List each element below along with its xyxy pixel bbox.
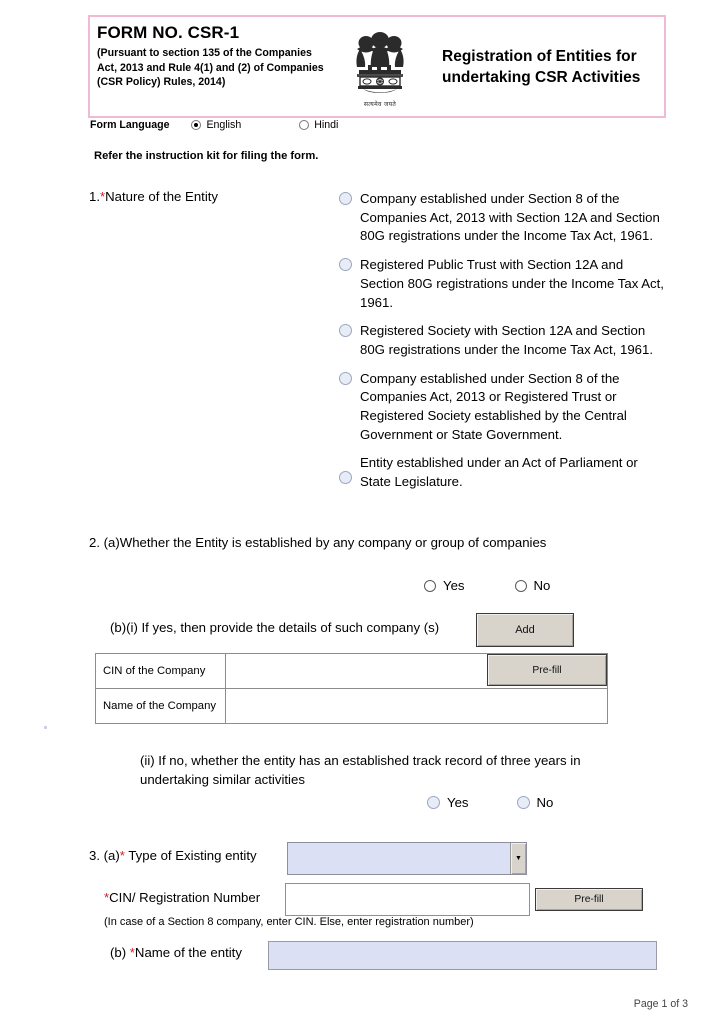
question-3b-text: Name of the entity	[134, 945, 242, 960]
entity-type-option-4[interactable]	[339, 370, 669, 445]
ashoka-lion-capital-icon	[351, 27, 409, 99]
form-number-title: FORM NO. CSR-1	[97, 23, 240, 42]
question-2b-ii-no-label: No	[536, 795, 554, 810]
form-language-option-english[interactable]	[191, 119, 241, 131]
question-2b-i-label: (b)(i) If yes, then provide the details of such company (s)	[110, 620, 440, 635]
question-2b-ii-yes[interactable]	[427, 795, 469, 810]
table-row	[96, 689, 608, 724]
form-language-english-label: English	[206, 119, 242, 131]
emblem-motto-text: सत्यमेव जयते	[363, 101, 397, 108]
radio-2a-yes-icon[interactable]	[424, 580, 436, 592]
entity-type-option-1-label: Company established under Section 8 of the Companies Act, 2013 with Section 12A and Section 80G registrations under the Income Tax Act, 1961.	[360, 191, 660, 244]
question-1-text: Nature of the Entity	[105, 189, 219, 204]
entity-type-option-2-label: Registered Public Trust with Section 12A and Section 80G registrations under the Income Tax Act, 1961.	[360, 257, 664, 310]
question-1-options	[339, 190, 669, 502]
radio-hindi-icon[interactable]	[299, 120, 309, 130]
table-row	[96, 654, 608, 689]
page-footer: Page 1 of 3	[633, 998, 688, 1010]
instruction-text: Refer the instruction kit for filing the form.	[94, 150, 319, 162]
form-header	[88, 15, 666, 118]
cin-registration-number-label	[104, 890, 260, 905]
name-of-company-label: Name of the Company	[96, 689, 226, 724]
form-title: Registration of Entities for undertaking CSR Activities	[442, 47, 641, 86]
entity-type-option-1[interactable]	[339, 190, 669, 246]
question-2a-yes[interactable]	[424, 578, 465, 593]
add-company-button[interactable]: Add	[476, 613, 574, 647]
page-artifact-dot	[44, 726, 47, 729]
question-2b-ii-yes-label: Yes	[447, 795, 469, 810]
question-3a-required-mark: *	[119, 848, 125, 863]
question-2b-ii-no[interactable]	[517, 795, 554, 810]
radio-english-icon[interactable]	[191, 120, 201, 130]
name-of-entity-input[interactable]	[268, 941, 657, 970]
question-1-required-mark: *	[100, 189, 106, 204]
entity-type-option-5[interactable]	[339, 454, 669, 491]
question-2b-ii-label: (ii) If no, whether the entity has an established track record of three years in undertaking similar activities	[140, 753, 581, 787]
form-header-right	[430, 17, 664, 116]
entity-type-option-4-label: Company established under Section 8 of the Companies Act, 2013 or Registered Trust or Registered Society established by the Central Government or State Government.	[360, 370, 627, 442]
form-language-hindi-label: Hindi	[314, 119, 339, 131]
name-of-company-input[interactable]	[226, 690, 607, 722]
question-3a-number: 3. (a)	[89, 848, 120, 863]
question-3b-required-mark: *	[129, 945, 135, 960]
type-of-existing-entity-value	[288, 843, 510, 874]
cin-of-company-cell	[226, 654, 608, 689]
entity-type-option-2[interactable]	[339, 256, 669, 312]
question-2a-label: 2. (a)Whether the Entity is established by any company or group of companies	[89, 535, 547, 550]
radio-entity-option-1-icon[interactable]	[339, 192, 352, 205]
entity-type-option-3[interactable]	[339, 322, 669, 359]
cin-of-company-label: CIN of the Company	[96, 654, 226, 689]
cin-registration-number-input[interactable]	[285, 883, 530, 916]
cin-prefill-button[interactable]: Pre-fill	[487, 654, 607, 686]
question-1-number: 1.	[89, 189, 100, 204]
entity-type-option-5-label: Entity established under an Act of Parliament or State Legislature.	[360, 455, 638, 490]
form-subtitle: (Pursuant to section 135 of the Companies Act, 2013 and Rule 4(1) and (2) of Companies (CSR Policy) Rules, 2014)	[97, 47, 324, 89]
chevron-down-icon[interactable]: ▼	[510, 843, 526, 874]
radio-2a-no-icon[interactable]	[515, 580, 527, 592]
radio-2bii-yes-icon[interactable]	[427, 796, 440, 809]
question-1-label	[89, 189, 218, 204]
question-3a-label	[89, 848, 257, 863]
type-of-existing-entity-select[interactable]	[287, 842, 527, 875]
cin-registration-required-mark: *	[104, 890, 110, 905]
form-language-row	[90, 119, 338, 131]
question-2a-choices	[424, 578, 550, 593]
form-language-label: Form Language	[90, 119, 170, 131]
india-emblem	[330, 17, 430, 116]
radio-entity-option-2-icon[interactable]	[339, 258, 352, 271]
question-2a-no[interactable]	[515, 578, 551, 593]
question-2a-yes-label: Yes	[443, 578, 465, 593]
question-3b-label	[110, 945, 242, 960]
radio-entity-option-3-icon[interactable]	[339, 324, 352, 337]
question-3b-number: (b)	[110, 945, 130, 960]
radio-entity-option-4-icon[interactable]	[339, 372, 352, 385]
name-of-company-cell	[226, 689, 608, 724]
question-2b-ii-choices	[427, 795, 553, 810]
question-3a-text: Type of Existing entity	[124, 848, 257, 863]
entity-type-option-3-label: Registered Society with Section 12A and Section 80G registrations under the Income Tax Act, 1961.	[360, 323, 653, 357]
cin-registration-number-text: CIN/ Registration Number	[109, 890, 261, 905]
company-details-table	[95, 653, 608, 724]
form-language-option-hindi[interactable]	[299, 119, 338, 131]
radio-2bii-no-icon[interactable]	[517, 796, 530, 809]
radio-entity-option-5-icon[interactable]	[339, 471, 352, 484]
question-2a-no-label: No	[533, 578, 551, 593]
cin-registration-note: (In case of a Section 8 company, enter CIN. Else, enter registration number)	[104, 916, 474, 928]
cin-registration-prefill-button[interactable]: Pre-fill	[535, 888, 643, 911]
form-header-left	[90, 17, 330, 116]
